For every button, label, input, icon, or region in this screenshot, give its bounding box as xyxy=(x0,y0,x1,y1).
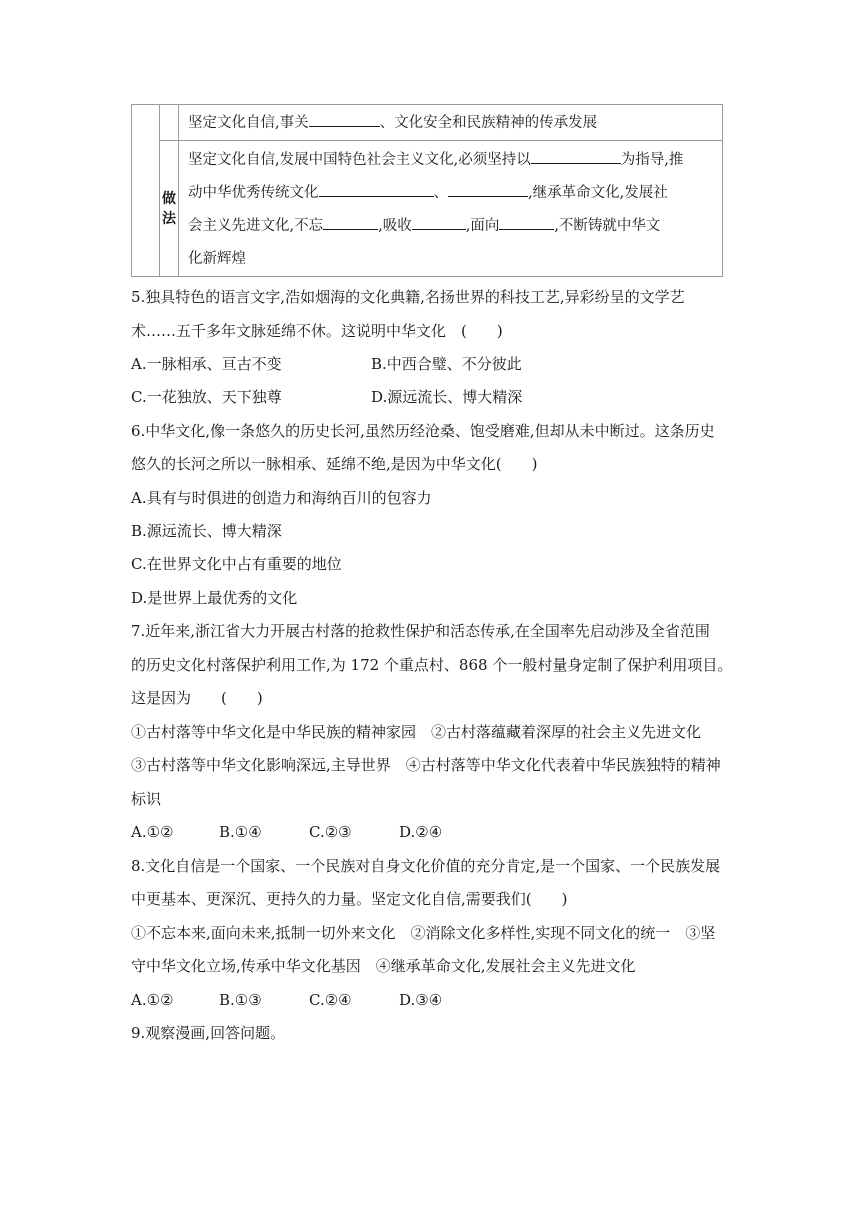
q8-option-a[interactable]: A.①② xyxy=(131,991,174,1009)
q5-option-a[interactable]: A.一脉相承、亘古不变 xyxy=(131,355,282,373)
culture-confidence-table xyxy=(131,104,723,277)
q6-option-d[interactable]: D.是世界上最优秀的文化 xyxy=(131,589,298,607)
q7-statement-line3: 标识 xyxy=(131,790,162,808)
table-row1-content xyxy=(179,105,723,141)
q6-option-c[interactable]: C.在世界文化中占有重要的地位 xyxy=(131,555,342,573)
fill-blank xyxy=(412,215,466,230)
q6-option-a[interactable]: A.具有与时俱进的创造力和海纳百川的包容力 xyxy=(131,489,432,507)
table-text: 、文化安全和民族精神的传承发展 xyxy=(379,115,598,131)
q7-option-c[interactable]: C.②③ xyxy=(309,823,352,841)
q7-stem-line2: 的历史文化村落保护利用工作,为 172 个重点村、868 个一般村量身定制了保护利用项目。 xyxy=(131,656,733,674)
table-head-cell-empty xyxy=(160,105,179,141)
q5-option-c[interactable]: C.一花独放、天下独尊 xyxy=(131,388,282,406)
q7-option-a[interactable]: A.①② xyxy=(131,823,174,841)
fill-blank xyxy=(448,182,528,197)
q5-option-b[interactable]: B.中西合璧、不分彼此 xyxy=(371,355,522,373)
table-row2-content xyxy=(179,141,723,277)
q7-option-d[interactable]: D.②④ xyxy=(399,823,443,841)
q5-stem-line1: 5.独具特色的语言文字,浩如烟海的文化典籍,名扬世界的科技工艺,异彩纷呈的文学艺 xyxy=(131,288,685,306)
fill-blank xyxy=(309,112,380,127)
table-line: 坚定文化自信,发展中国特色社会主义文化,必须坚持以 为指导,推 xyxy=(188,144,713,177)
fill-blank xyxy=(531,149,621,164)
header-char: 法 xyxy=(162,210,176,227)
q7-statement-line2: ③古村落等中华文化影响深远,主导世界 ④古村落等中华文化代表着中华民族独特的精神 xyxy=(131,756,721,774)
q8-option-b[interactable]: B.①③ xyxy=(219,991,262,1009)
q7-option-b[interactable]: B.①④ xyxy=(219,823,262,841)
table-line: 化新辉煌 xyxy=(188,250,246,267)
table-line: 动中华优秀传统文化 、 ,继承革命文化,发展社 xyxy=(188,177,713,210)
q6-stem-line1: 6.中华文化,像一条悠久的历史长河,虽然历经沧桑、饱受磨难,但却从未中断过。这条历史 xyxy=(131,422,715,440)
q7-stem-line3: 这是因为 ( ) xyxy=(131,689,263,707)
q8-options xyxy=(131,990,442,1010)
q8-statement-line1: ①不忘本来,面向未来,抵制一切外来文化 ②消除文化多样性,实现不同文化的统一 ③坚 xyxy=(131,924,716,942)
table-text: 坚定文化自信,事关 xyxy=(188,115,309,131)
q8-stem-line2: 中更基本、更深沉、更持久的力量。坚定文化自信,需要我们( ) xyxy=(131,890,568,908)
q7-stem-line1: 7.近年来,浙江省大力开展古村落的抢救性保护和活态传承,在全国率先启动涉及全省范围 xyxy=(131,622,710,640)
q5-option-d[interactable]: D.源远流长、博大精深 xyxy=(371,388,523,406)
header-char: 做 xyxy=(162,190,176,207)
q8-option-d[interactable]: D.③④ xyxy=(399,991,443,1009)
q8-statement-line2: 守中华文化立场,传承中华文化基因 ④继承革命文化,发展社会主义先进文化 xyxy=(131,957,636,975)
table-left-blank-cell xyxy=(132,105,160,277)
q7-options xyxy=(131,822,442,842)
fill-blank xyxy=(323,215,378,230)
table-header-practice xyxy=(160,141,179,277)
table-row xyxy=(132,105,723,141)
q7-statement-line1: ①古村落等中华文化是中华民族的精神家园 ②古村落蕴藏着深厚的社会主义先进文化 xyxy=(131,723,702,741)
fill-blank xyxy=(499,215,554,230)
q8-stem-line1: 8.文化自信是一个国家、一个民族对自身文化价值的充分肯定,是一个国家、一个民族发展 xyxy=(131,857,721,875)
q8-option-c[interactable]: C.②④ xyxy=(309,991,352,1009)
q9-stem-line1: 9.观察漫画,回答问题。 xyxy=(131,1024,286,1042)
table-line: 会主义先进文化,不忘 ,吸收 ,面向 ,不断铸就中华文 xyxy=(188,210,713,243)
table-row xyxy=(132,141,723,277)
q6-option-b[interactable]: B.源远流长、博大精深 xyxy=(131,522,282,540)
q5-stem-line2: 术……五千多年文脉延绵不休。这说明中华文化 ( ) xyxy=(131,322,503,340)
fill-blank xyxy=(319,182,434,197)
q6-stem-line2: 悠久的长河之所以一脉相承、延绵不绝,是因为中华文化( ) xyxy=(131,455,538,473)
